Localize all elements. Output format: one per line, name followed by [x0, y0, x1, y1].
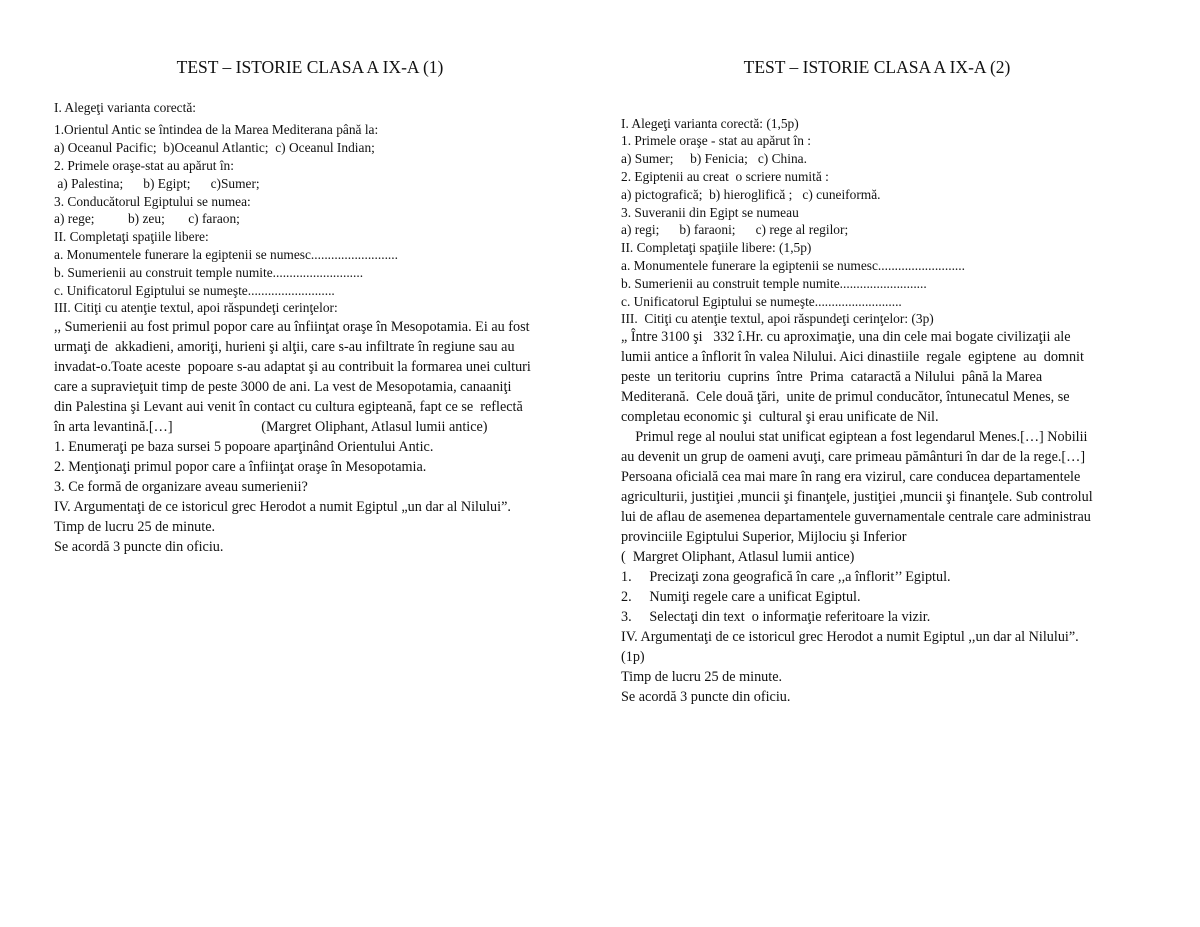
test2-line: au devenit un grup de oameni avuţi, care primeau pământuri în dar de la rege.[…]: [621, 449, 1086, 465]
test2-line: 1. Primele oraşe - stat au apărut în :: [621, 133, 812, 148]
test1-line: c. Unificatorul Egiptului se numeşte..........................: [54, 283, 335, 298]
test1-line: a. Monumentele funerare la egiptenii se numesc..........................: [54, 247, 398, 262]
test2-line: provinciile Egiptului Superior, Mijlociu şi Inferior: [621, 529, 907, 545]
test2-line: IV. Argumentaţi de ce istoricul grec Herodot a numit Egiptul ,,un dar al Nilului”.: [621, 629, 1079, 645]
test1-line: invadat-o.Toate aceste popoare s-au adaptat şi au contribuit la formarea unei culturi: [54, 359, 531, 375]
test2-line: a) Sumer; b) Fenicia; c) China.: [621, 151, 807, 166]
test2-line: c. Unificatorul Egiptului se numeşte..........................: [621, 294, 902, 309]
test1-line: 3. Ce formă de organizare aveau sumerienii?: [54, 479, 308, 495]
test2-line: Se acordă 3 puncte din oficiu.: [621, 689, 791, 705]
test1-line: urmaţi de akkadieni, amoriţi, hurieni şi alţii, care s-au infiltrate în regiune sau au: [54, 339, 515, 355]
test2-line: b. Sumerienii au construit temple numite..........................: [621, 276, 927, 291]
test1-line: I. Alegeţi varianta corectă:: [54, 100, 197, 115]
test1-line: a) rege; b) zeu; c) faraon;: [54, 211, 240, 226]
test2-line: a) pictografică; b) hieroglifică ; c) cuneiformă.: [621, 187, 881, 202]
test2-line: Timp de lucru 25 de minute.: [621, 669, 783, 685]
test2-line: III. Citiţi cu atenţie textul, apoi răspundeţi cerinţelor: (3p): [621, 311, 934, 326]
test2-line: Mediterană. Cele două ţări, unite de primul conducător, întunecatul Menes, se: [621, 389, 1070, 405]
test2-line: 3. Selectaţi din text o informaţie referitoare la vizir.: [621, 609, 931, 625]
test2-line: completau economic şi cultural şi erau unificate de Nil.: [621, 409, 939, 425]
test1-line: a) Oceanul Pacific; b)Oceanul Atlantic; c) Oceanul Indian;: [54, 140, 375, 155]
test1-line: 3. Conducătorul Egiptului se numea:: [54, 194, 251, 209]
test1-line: din Palestina şi Levant aui venit în contact cu cultura egipteană, fapt ce se reflectă: [54, 399, 523, 415]
test-2-title: TEST – ISTORIE CLASA A IX-A (2): [743, 57, 1011, 77]
test1-line: 2. Primele oraşe-stat au apărut în:: [54, 158, 234, 173]
test2-line: 1. Precizaţi zona geografică în care ,,a înflorit’’ Egiptul.: [621, 569, 951, 585]
test2-line: a) regi; b) faraoni; c) rege al regilor;: [621, 222, 849, 237]
test1-line: b. Sumerienii au construit temple numite...........................: [54, 265, 364, 280]
test2-line: peste un teritoriu cuprins între Prima cataractă a Nilului până la Marea: [621, 369, 1043, 385]
test2-line: Primul rege al noului stat unificat egiptean a fost legendarul Menes.[…] Nobilii: [621, 429, 1088, 445]
test1-line: 1. Enumeraţi pe baza sursei 5 popoare aparţinând Orientului Antic.: [54, 439, 434, 455]
test2-line: „ Între 3100 şi 332 î.Hr. cu aproximaţie, una din cele mai bogate civilizaţii ale: [621, 329, 1071, 345]
test1-line: III. Citiţi cu atenţie textul, apoi răspundeţi cerinţelor:: [54, 300, 338, 315]
test1-line: ,, Sumerienii au fost primul popor care au înfiinţat oraşe în Mesopotamia. Ei au fost: [54, 319, 530, 335]
test2-line: lumii antice a înflorit în valea Nilului. Aici dinastiile regale egiptene au domnit: [621, 349, 1084, 365]
test1-line: 1.Orientul Antic se întindea de la Marea Mediterana până la:: [54, 122, 379, 137]
test2-line: ( Margret Oliphant, Atlasul lumii antice): [621, 549, 855, 565]
test2-line: 2. Egiptenii au creat o scriere numită :: [621, 169, 829, 184]
test2-line: lui de aflau de asemenea departamentele guvernamentale centrale care administrau: [621, 509, 1091, 525]
test2-line: Persoana oficială cea mai mare în rang era vizirul, care conducea departamentele: [621, 469, 1081, 485]
test1-line: Se acordă 3 puncte din oficiu.: [54, 539, 224, 555]
test1-line: a) Palestina; b) Egipt; c)Sumer;: [54, 176, 260, 191]
test1-line: în arta levantină.[…] (Margret Oliphant, Atlasul lumii antice): [54, 419, 488, 435]
test1-line: care a supravieţuit timp de peste 3000 de ani. La vest de Mesopotamia, canaaniţi: [54, 379, 512, 395]
test2-line: a. Monumentele funerare la egiptenii se numesc..........................: [621, 258, 965, 273]
test2-line: (1p): [621, 649, 645, 665]
test2-line: I. Alegeţi varianta corectă: (1,5p): [621, 116, 799, 131]
test-1-title: TEST – ISTORIE CLASA A IX-A (1): [176, 57, 444, 77]
test2-line: 2. Numiţi regele care a unificat Egiptul.: [621, 589, 861, 605]
test2-line: agriculturii, justiţiei ,muncii şi finanţele, justiţiei ,muncii şi finanţele. Sub controlul: [621, 489, 1093, 505]
test2-line: 3. Suveranii din Egipt se numeau: [621, 205, 799, 220]
test1-line: II. Completaţi spaţiile libere:: [54, 229, 209, 244]
test1-line: 2. Menţionaţi primul popor care a înfiinţat oraşe în Mesopotamia.: [54, 459, 427, 475]
test1-line: Timp de lucru 25 de minute.: [54, 519, 216, 535]
test2-line: II. Completaţi spaţiile libere: (1,5p): [621, 240, 812, 255]
test1-line: IV. Argumentaţi de ce istoricul grec Herodot a numit Egiptul „un dar al Nilului”.: [54, 499, 511, 515]
